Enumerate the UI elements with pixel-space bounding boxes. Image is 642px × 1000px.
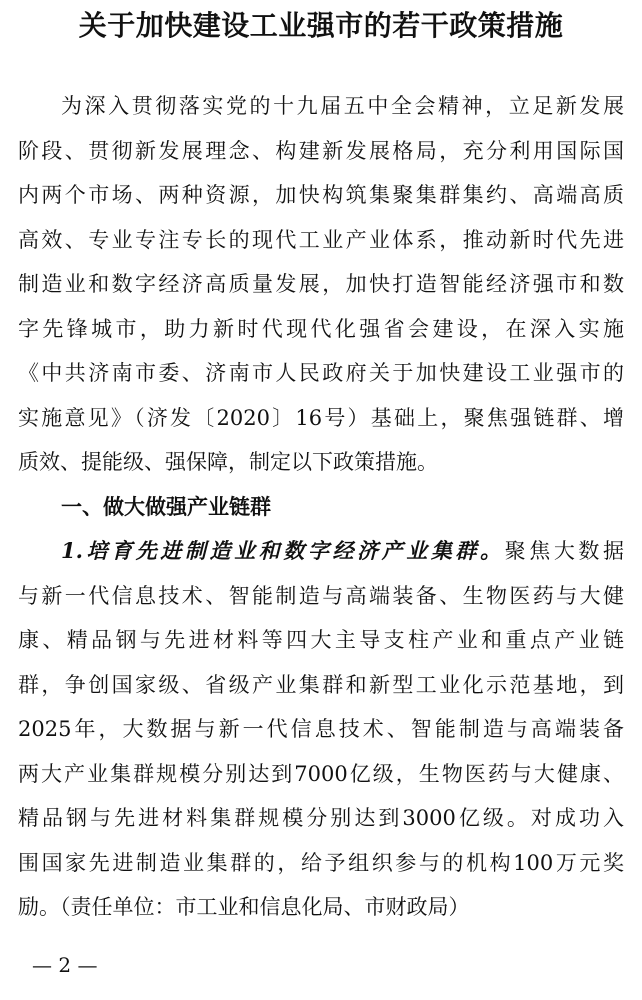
intro-line: 质效、提能级、强保障，制定以下政策措施。 xyxy=(18,450,438,474)
item-1-line: 群，争创国家级、省级产业集群和新型工业化示范基地，到 xyxy=(18,672,624,697)
item-1-line: 2025年，大数据与新一代信息技术、智能制造与高端装备 xyxy=(18,717,624,741)
item-1-line: 与新一代信息技术、智能制造与高端装备、生物医药与大健 xyxy=(18,583,624,608)
intro-line: 实施意见》（济发〔2020〕16号）基础上，聚焦强链群、增 xyxy=(18,405,624,430)
intro-line: 为深入贯彻落实党的十九届五中全会精神，立足新发展 xyxy=(61,94,624,118)
intro-line: 阶段、贯彻新发展理念、构建新发展格局，充分利用国际国 xyxy=(18,138,624,163)
item-1-first-line xyxy=(18,529,624,574)
intro-line: 字先锋城市，助力新时代现代化强省会建设，在深入实施 xyxy=(18,316,624,341)
item-1-line: 围国家先进制造业集群的，给予组织参与的机构100万元奖 xyxy=(18,850,624,875)
intro-line: 高效、专业专注专长的现代工业产业体系，推动新时代先进 xyxy=(18,227,624,252)
intro-line: 内两个市场、两种资源，加快构筑集聚集群集约、高端高质 xyxy=(18,183,624,207)
section-heading: 一、做大做强产业链群 xyxy=(61,494,271,519)
intro-paragraph xyxy=(18,84,624,485)
document-title: 关于加快建设工业强市的若干政策措施 xyxy=(78,9,564,42)
intro-line: 制造业和数字经济高质量发展，加快打造智能经济强市和数 xyxy=(18,272,624,296)
item-1-line: 精品钢与先进材料集群规模分别达到3000亿级。对成功入 xyxy=(18,806,624,830)
item-1-lead: 1.培育先进制造业和数字经济产业集群。 xyxy=(61,538,505,563)
document-body xyxy=(18,84,624,930)
intro-line: 《中共济南市委、济南市人民政府关于加快建设工业强市的 xyxy=(18,361,624,385)
page-number: — 2 — xyxy=(32,953,98,977)
item-1-line: 两大产业集群规模分别达到7000亿级，生物医药与大健康、 xyxy=(18,761,624,786)
item-1-first-rest: 聚焦大数据 xyxy=(504,539,624,563)
item-1-paragraph xyxy=(18,529,624,930)
item-1-line: 康、精品钢与先进材料等四大主导支柱产业和重点产业链 xyxy=(18,628,624,652)
item-1-line: 励。（责任单位：市工业和信息化局、市财政局） xyxy=(18,895,470,919)
